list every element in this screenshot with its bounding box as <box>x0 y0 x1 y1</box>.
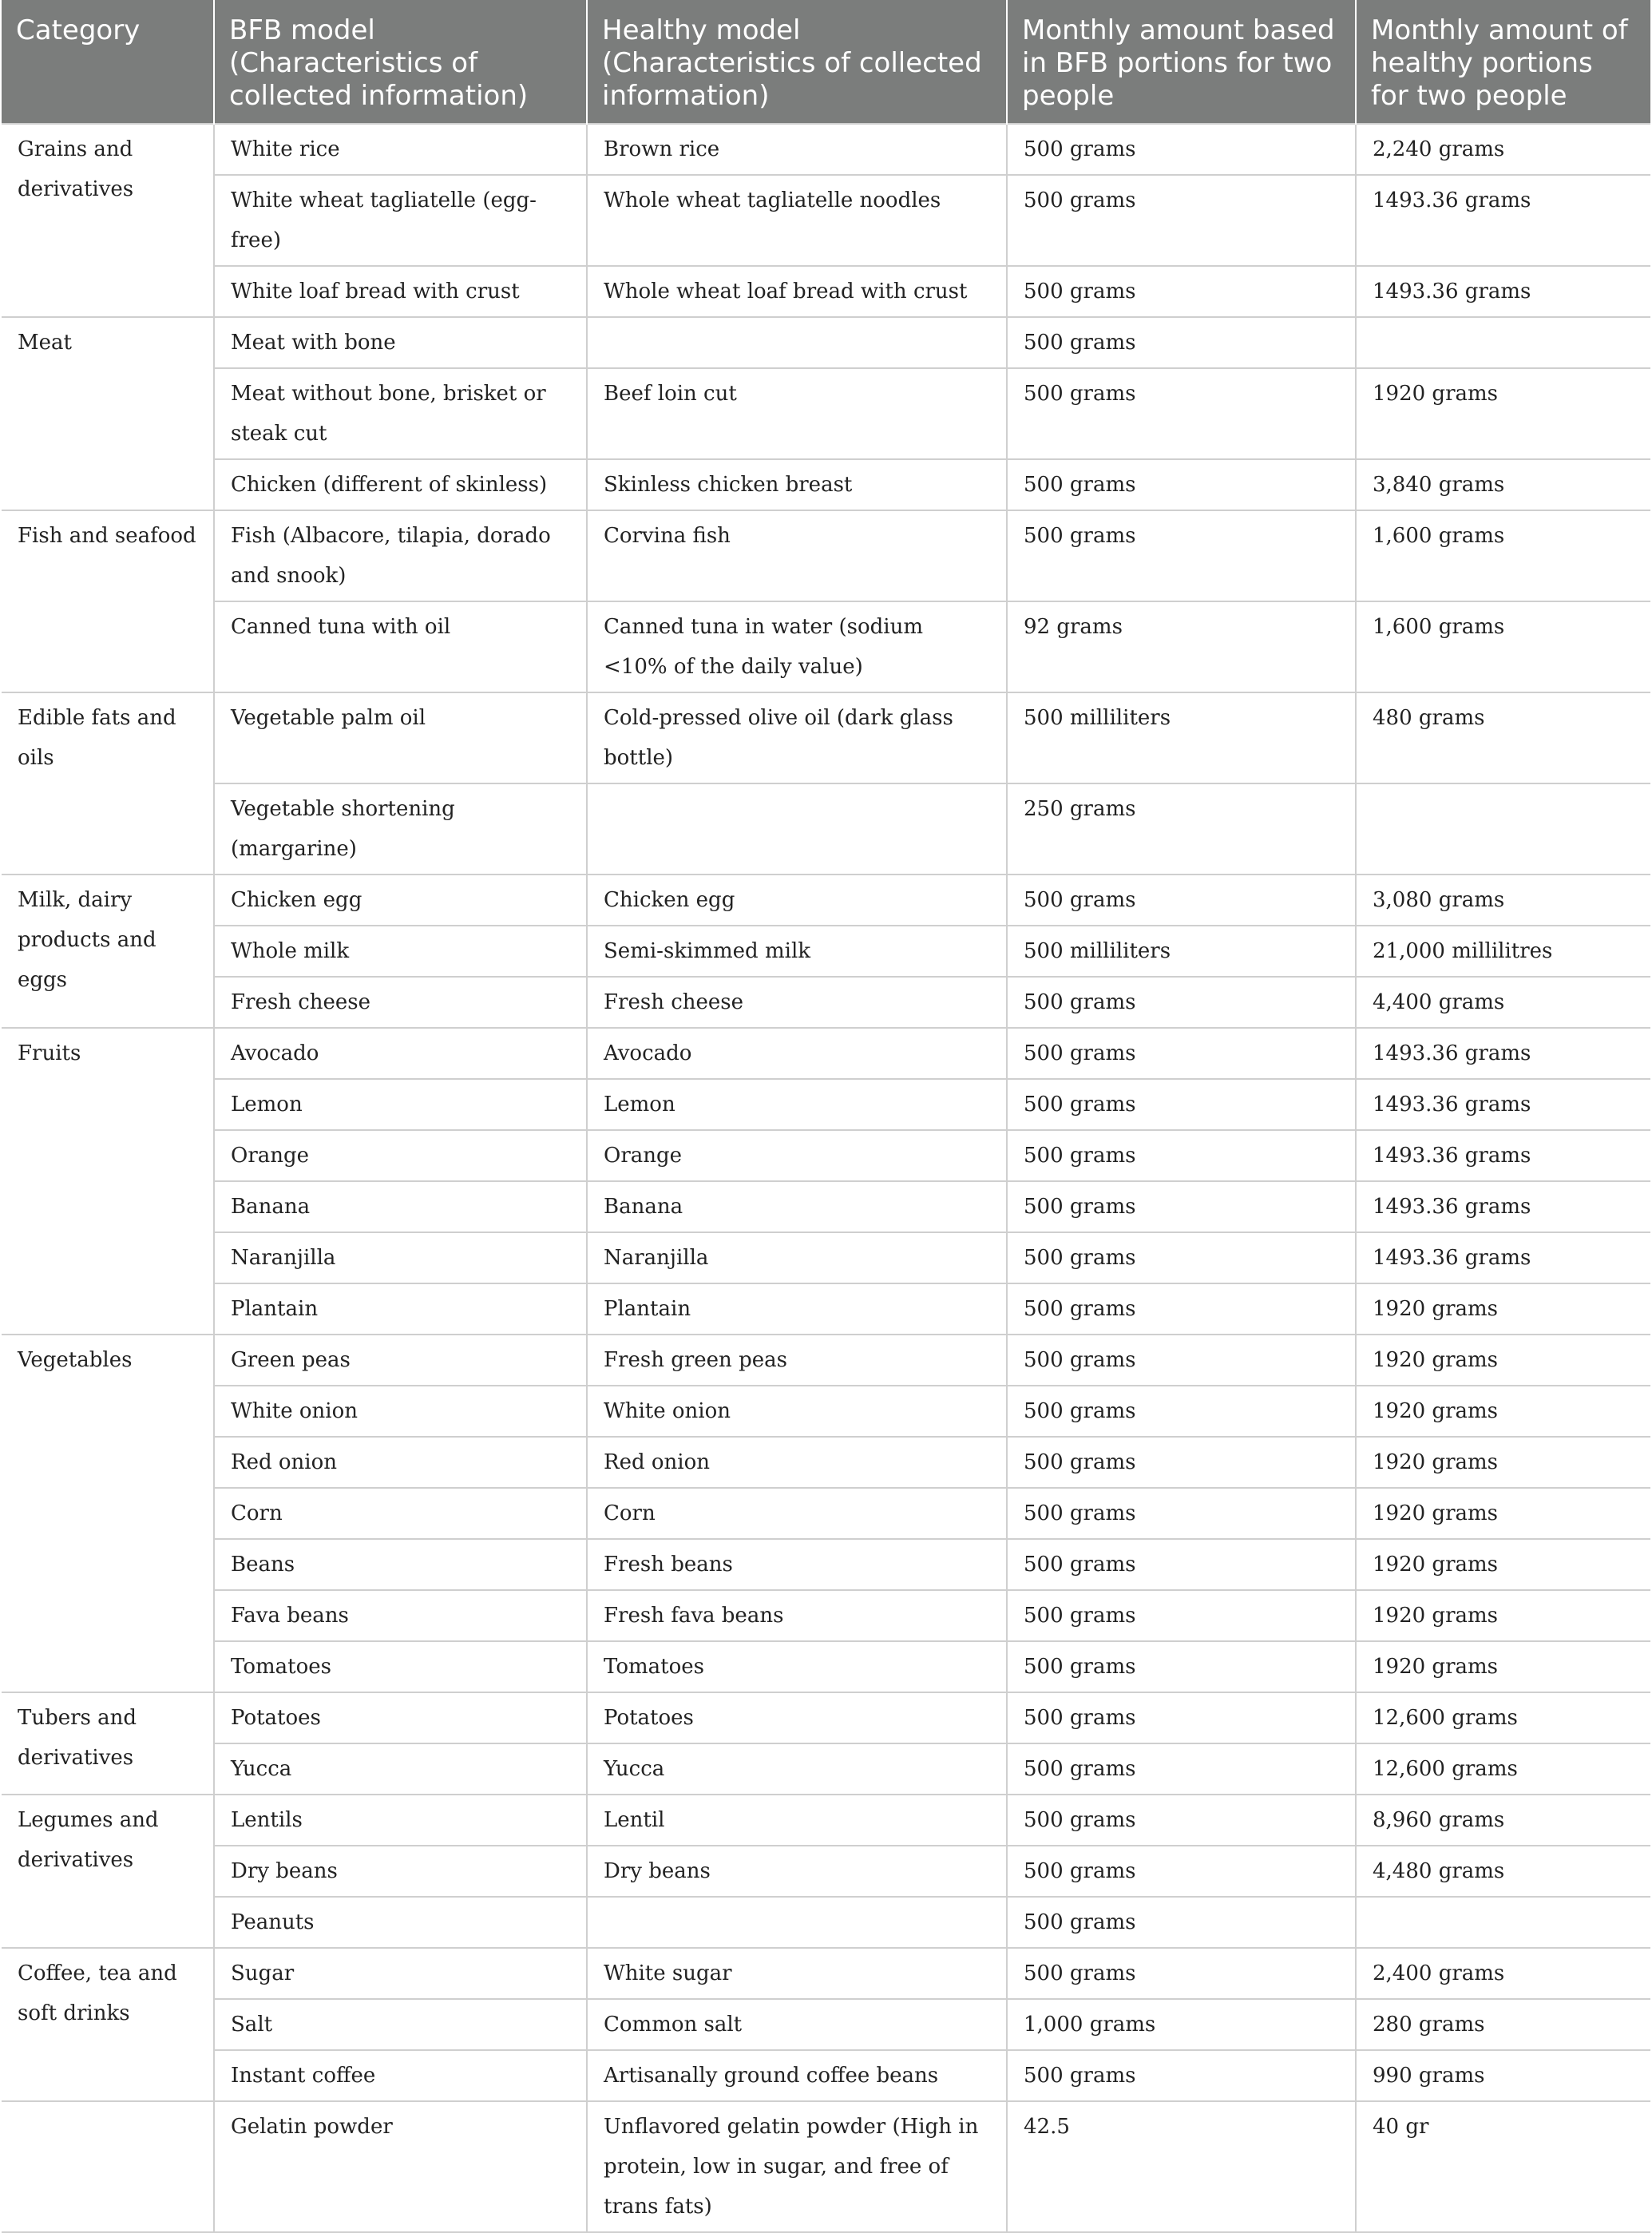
bfb-item-cell: Orange <box>214 1130 587 1181</box>
table-row <box>2 175 1650 266</box>
healthy-item-cell: Yucca <box>587 1743 1007 1795</box>
bfb-item-cell: Chicken (different of skinless) <box>214 459 587 510</box>
healthy-item-cell: Fresh beans <box>587 1539 1007 1590</box>
monthly-healthy-cell: 40 gr <box>1356 2101 1650 2232</box>
monthly-bfb-cell: 500 grams <box>1007 1079 1356 1130</box>
bfb-item-cell: Potatoes <box>214 1692 587 1743</box>
bfb-item-cell: Banana <box>214 1181 587 1232</box>
healthy-item-cell: Artisanally ground coffee beans <box>587 2050 1007 2101</box>
table-row <box>2 368 1650 459</box>
monthly-healthy-cell: 4,400 grams <box>1356 977 1650 1028</box>
healthy-item-cell: Dry beans <box>587 1846 1007 1897</box>
bfb-item-cell: Meat without bone, brisket or steak cut <box>214 368 587 459</box>
monthly-healthy-cell: 1920 grams <box>1356 1386 1650 1437</box>
monthly-bfb-cell: 500 grams <box>1007 1028 1356 1079</box>
bfb-item-cell: Beans <box>214 1539 587 1590</box>
table-body <box>2 124 1650 2232</box>
bfb-item-cell: Tomatoes <box>214 1641 587 1692</box>
healthy-item-cell <box>587 783 1007 875</box>
table-row <box>2 266 1650 317</box>
category-cell: Legumes and derivatives <box>2 1795 214 1948</box>
table-row <box>2 1335 1650 1386</box>
monthly-bfb-cell: 500 grams <box>1007 459 1356 510</box>
category-cell: Tubers and derivatives <box>2 1692 214 1795</box>
table-row <box>2 1846 1650 1897</box>
table-row <box>2 977 1650 1028</box>
bfb-item-cell: Sugar <box>214 1948 587 1999</box>
monthly-healthy-cell <box>1356 317 1650 368</box>
healthy-item-cell: Lentil <box>587 1795 1007 1846</box>
healthy-item-cell: Orange <box>587 1130 1007 1181</box>
healthy-item-cell: Fresh cheese <box>587 977 1007 1028</box>
healthy-item-cell <box>587 1897 1007 1948</box>
monthly-healthy-cell: 480 grams <box>1356 692 1650 783</box>
bfb-item-cell: White rice <box>214 124 587 175</box>
monthly-bfb-cell: 500 grams <box>1007 1897 1356 1948</box>
monthly-healthy-cell: 1493.36 grams <box>1356 266 1650 317</box>
bfb-item-cell: Corn <box>214 1488 587 1539</box>
monthly-bfb-cell: 500 grams <box>1007 266 1356 317</box>
monthly-healthy-cell: 1920 grams <box>1356 1539 1650 1590</box>
bfb-item-cell: Yucca <box>214 1743 587 1795</box>
healthy-item-cell: Common salt <box>587 1999 1007 2050</box>
category-cell <box>2 2101 214 2232</box>
bfb-item-cell: Green peas <box>214 1335 587 1386</box>
table-row <box>2 926 1650 977</box>
table-row <box>2 510 1650 601</box>
healthy-item-cell: Fresh green peas <box>587 1335 1007 1386</box>
category-cell: Fish and seafood <box>2 510 214 692</box>
monthly-healthy-cell: 1920 grams <box>1356 1641 1650 1692</box>
monthly-healthy-cell: 990 grams <box>1356 2050 1650 2101</box>
bfb-item-cell: Lemon <box>214 1079 587 1130</box>
monthly-bfb-cell: 500 grams <box>1007 124 1356 175</box>
healthy-item-cell: Potatoes <box>587 1692 1007 1743</box>
header-monthly-healthy: Monthly amount of healthy portions for two people <box>1356 0 1650 124</box>
healthy-item-cell: Canned tuna in water (sodium <10% of the daily value) <box>587 601 1007 692</box>
table-row <box>2 783 1650 875</box>
monthly-healthy-cell: 1,600 grams <box>1356 601 1650 692</box>
healthy-item-cell: Red onion <box>587 1437 1007 1488</box>
monthly-bfb-cell: 500 grams <box>1007 977 1356 1028</box>
monthly-bfb-cell: 500 grams <box>1007 1335 1356 1386</box>
category-cell: Meat <box>2 317 214 510</box>
table-row <box>2 1948 1650 1999</box>
header-monthly-bfb: Monthly amount based in BFB portions for two people <box>1007 0 1356 124</box>
header-category: Category <box>2 0 214 124</box>
table-row <box>2 1641 1650 1692</box>
monthly-healthy-cell: 1920 grams <box>1356 1590 1650 1641</box>
monthly-healthy-cell: 1493.36 grams <box>1356 1028 1650 1079</box>
table-row <box>2 1028 1650 1079</box>
monthly-bfb-cell: 500 grams <box>1007 1641 1356 1692</box>
bfb-item-cell: Fava beans <box>214 1590 587 1641</box>
monthly-bfb-cell: 500 grams <box>1007 317 1356 368</box>
bfb-item-cell: Meat with bone <box>214 317 587 368</box>
healthy-item-cell: Beef loin cut <box>587 368 1007 459</box>
monthly-bfb-cell: 500 grams <box>1007 2050 1356 2101</box>
bfb-item-cell: Plantain <box>214 1283 587 1335</box>
table-row <box>2 1181 1650 1232</box>
monthly-bfb-cell: 42.5 <box>1007 2101 1356 2232</box>
table-row <box>2 1539 1650 1590</box>
monthly-bfb-cell: 500 grams <box>1007 1386 1356 1437</box>
category-cell: Vegetables <box>2 1335 214 1692</box>
monthly-bfb-cell: 500 grams <box>1007 875 1356 926</box>
monthly-healthy-cell: 1920 grams <box>1356 1488 1650 1539</box>
monthly-healthy-cell: 1920 grams <box>1356 1437 1650 1488</box>
monthly-healthy-cell: 1493.36 grams <box>1356 175 1650 266</box>
bfb-item-cell: Avocado <box>214 1028 587 1079</box>
monthly-bfb-cell: 500 grams <box>1007 1795 1356 1846</box>
monthly-bfb-cell: 500 grams <box>1007 1130 1356 1181</box>
bfb-item-cell: Vegetable shortening (margarine) <box>214 783 587 875</box>
bfb-item-cell: Lentils <box>214 1795 587 1846</box>
healthy-item-cell: White sugar <box>587 1948 1007 1999</box>
monthly-healthy-cell: 12,600 grams <box>1356 1743 1650 1795</box>
monthly-bfb-cell: 500 grams <box>1007 1539 1356 1590</box>
monthly-healthy-cell: 280 grams <box>1356 1999 1650 2050</box>
monthly-healthy-cell: 3,840 grams <box>1356 459 1650 510</box>
monthly-healthy-cell <box>1356 1897 1650 1948</box>
healthy-item-cell: Chicken egg <box>587 875 1007 926</box>
monthly-bfb-cell: 500 grams <box>1007 1488 1356 1539</box>
healthy-item-cell <box>587 317 1007 368</box>
bfb-item-cell: Red onion <box>214 1437 587 1488</box>
category-cell: Grains and derivatives <box>2 124 214 317</box>
monthly-healthy-cell: 2,400 grams <box>1356 1948 1650 1999</box>
monthly-bfb-cell: 500 grams <box>1007 1437 1356 1488</box>
monthly-healthy-cell: 1920 grams <box>1356 368 1650 459</box>
header-row <box>2 0 1650 124</box>
monthly-bfb-cell: 500 grams <box>1007 510 1356 601</box>
healthy-item-cell: Corn <box>587 1488 1007 1539</box>
healthy-item-cell: Semi-skimmed milk <box>587 926 1007 977</box>
monthly-bfb-cell: 500 grams <box>1007 368 1356 459</box>
healthy-item-cell: Naranjilla <box>587 1232 1007 1283</box>
monthly-bfb-cell: 500 milliliters <box>1007 692 1356 783</box>
monthly-healthy-cell: 1,600 grams <box>1356 510 1650 601</box>
monthly-healthy-cell: 8,960 grams <box>1356 1795 1650 1846</box>
monthly-healthy-cell <box>1356 783 1650 875</box>
food-basket-table <box>2 0 1650 2233</box>
bfb-item-cell: White onion <box>214 1386 587 1437</box>
category-cell: Edible fats and oils <box>2 692 214 875</box>
healthy-item-cell: Skinless chicken breast <box>587 459 1007 510</box>
healthy-item-cell: Unflavored gelatin powder (High in protein, low in sugar, and free of trans fats) <box>587 2101 1007 2232</box>
monthly-healthy-cell: 1493.36 grams <box>1356 1079 1650 1130</box>
monthly-bfb-cell: 500 grams <box>1007 1232 1356 1283</box>
healthy-item-cell: Corvina fish <box>587 510 1007 601</box>
monthly-healthy-cell: 1493.36 grams <box>1356 1181 1650 1232</box>
table-row <box>2 1386 1650 1437</box>
monthly-healthy-cell: 1493.36 grams <box>1356 1130 1650 1181</box>
healthy-item-cell: Tomatoes <box>587 1641 1007 1692</box>
table-row <box>2 1999 1650 2050</box>
table-row <box>2 1130 1650 1181</box>
monthly-healthy-cell: 21,000 millilitres <box>1356 926 1650 977</box>
monthly-healthy-cell: 2,240 grams <box>1356 124 1650 175</box>
monthly-bfb-cell: 250 grams <box>1007 783 1356 875</box>
bfb-item-cell: Fresh cheese <box>214 977 587 1028</box>
bfb-item-cell: Canned tuna with oil <box>214 601 587 692</box>
table-row <box>2 459 1650 510</box>
healthy-item-cell: Whole wheat tagliatelle noodles <box>587 175 1007 266</box>
bfb-item-cell: Chicken egg <box>214 875 587 926</box>
monthly-healthy-cell: 12,600 grams <box>1356 1692 1650 1743</box>
table-row <box>2 601 1650 692</box>
healthy-item-cell: Plantain <box>587 1283 1007 1335</box>
table-row <box>2 1232 1650 1283</box>
monthly-bfb-cell: 500 milliliters <box>1007 926 1356 977</box>
table-row <box>2 692 1650 783</box>
table-row <box>2 1743 1650 1795</box>
table-row <box>2 124 1650 175</box>
monthly-bfb-cell: 500 grams <box>1007 1743 1356 1795</box>
header-bfb-model: BFB model (Characteristics of collected information) <box>214 0 587 124</box>
monthly-bfb-cell: 500 grams <box>1007 1283 1356 1335</box>
table-row <box>2 2050 1650 2101</box>
monthly-bfb-cell: 1,000 grams <box>1007 1999 1356 2050</box>
bfb-item-cell: White loaf bread with crust <box>214 266 587 317</box>
healthy-item-cell: White onion <box>587 1386 1007 1437</box>
bfb-item-cell: White wheat tagliatelle (egg-free) <box>214 175 587 266</box>
monthly-bfb-cell: 92 grams <box>1007 601 1356 692</box>
monthly-healthy-cell: 4,480 grams <box>1356 1846 1650 1897</box>
monthly-bfb-cell: 500 grams <box>1007 1692 1356 1743</box>
healthy-item-cell: Lemon <box>587 1079 1007 1130</box>
bfb-item-cell: Naranjilla <box>214 1232 587 1283</box>
bfb-item-cell: Dry beans <box>214 1846 587 1897</box>
table-row <box>2 1795 1650 1846</box>
table-header <box>2 0 1650 124</box>
bfb-item-cell: Instant coffee <box>214 2050 587 2101</box>
table-row <box>2 1437 1650 1488</box>
table-row <box>2 1590 1650 1641</box>
table-row <box>2 1079 1650 1130</box>
table-row <box>2 1692 1650 1743</box>
monthly-healthy-cell: 1493.36 grams <box>1356 1232 1650 1283</box>
table-row <box>2 875 1650 926</box>
bfb-item-cell: Fish (Albacore, tilapia, dorado and snook) <box>214 510 587 601</box>
category-cell: Fruits <box>2 1028 214 1335</box>
table-row <box>2 317 1650 368</box>
table-row <box>2 1488 1650 1539</box>
healthy-item-cell: Banana <box>587 1181 1007 1232</box>
healthy-item-cell: Whole wheat loaf bread with crust <box>587 266 1007 317</box>
bfb-item-cell: Vegetable palm oil <box>214 692 587 783</box>
monthly-bfb-cell: 500 grams <box>1007 1590 1356 1641</box>
monthly-bfb-cell: 500 grams <box>1007 1846 1356 1897</box>
monthly-bfb-cell: 500 grams <box>1007 175 1356 266</box>
healthy-item-cell: Avocado <box>587 1028 1007 1079</box>
category-cell: Milk, dairy products and eggs <box>2 875 214 1028</box>
monthly-bfb-cell: 500 grams <box>1007 1181 1356 1232</box>
monthly-healthy-cell: 1920 grams <box>1356 1283 1650 1335</box>
healthy-item-cell: Fresh fava beans <box>587 1590 1007 1641</box>
bfb-item-cell: Whole milk <box>214 926 587 977</box>
table-row <box>2 1897 1650 1948</box>
category-cell: Coffee, tea and soft drinks <box>2 1948 214 2101</box>
monthly-healthy-cell: 1920 grams <box>1356 1335 1650 1386</box>
bfb-item-cell: Peanuts <box>214 1897 587 1948</box>
monthly-bfb-cell: 500 grams <box>1007 1948 1356 1999</box>
table-row <box>2 2101 1650 2232</box>
healthy-item-cell: Cold-pressed olive oil (dark glass bottle) <box>587 692 1007 783</box>
header-healthy-model: Healthy model (Characteristics of collected information) <box>587 0 1007 124</box>
table-row <box>2 1283 1650 1335</box>
bfb-item-cell: Gelatin powder <box>214 2101 587 2232</box>
bfb-item-cell: Salt <box>214 1999 587 2050</box>
monthly-healthy-cell: 3,080 grams <box>1356 875 1650 926</box>
healthy-item-cell: Brown rice <box>587 124 1007 175</box>
